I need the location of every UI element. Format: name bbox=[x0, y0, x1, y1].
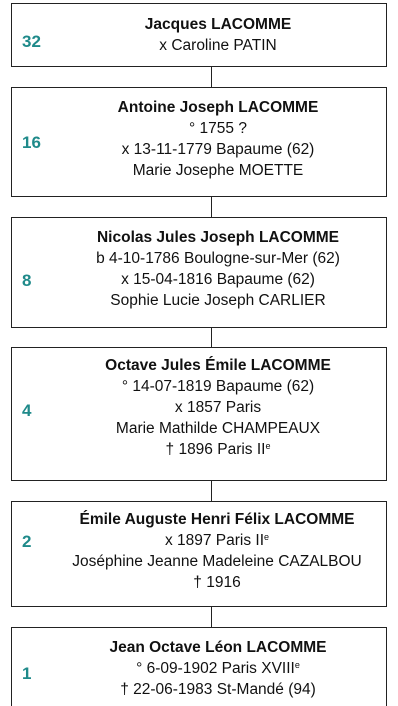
ancestor-name: Nicolas Jules Joseph LACOMME bbox=[96, 229, 340, 246]
death-line: † 1916 bbox=[193, 574, 241, 591]
spouse-line: Sophie Lucie Joseph CARLIER bbox=[110, 292, 326, 309]
ancestor-text bbox=[42, 227, 394, 311]
sosa-number: 2 bbox=[22, 532, 32, 551]
birth-line: ° 1755 ? bbox=[189, 120, 247, 137]
ancestor-text bbox=[40, 509, 394, 593]
marriage-line: x Caroline PATIN bbox=[159, 37, 277, 54]
connector-line bbox=[211, 327, 212, 348]
sosa-number: 32 bbox=[22, 32, 41, 51]
ancestor-name: Jean Octave Léon LACOMME bbox=[109, 639, 327, 656]
ancestor-text bbox=[42, 97, 394, 181]
birth-text: ° 6-09-1902 Paris XVIII bbox=[136, 660, 295, 677]
ancestor-name: Octave Jules Émile LACOMME bbox=[105, 357, 331, 374]
ancestor-name: Émile Auguste Henri Félix LACOMME bbox=[79, 511, 355, 528]
marriage-line: x 13-11-1779 Bapaume (62) bbox=[121, 141, 315, 158]
spouse-line: Marie Mathilde CHAMPEAUX bbox=[115, 420, 321, 437]
death-line bbox=[42, 439, 394, 460]
death-text: † 1896 Paris II bbox=[165, 441, 266, 458]
marriage-line: x 1857 Paris bbox=[174, 399, 262, 416]
sosa-number: 16 bbox=[22, 133, 41, 152]
ordinal-suffix: e bbox=[294, 660, 300, 670]
connector-line bbox=[211, 196, 212, 217]
ancestor-text bbox=[42, 637, 394, 700]
connector-line bbox=[211, 606, 212, 627]
sosa-number: 8 bbox=[22, 271, 32, 290]
ordinal-suffix: e bbox=[264, 532, 270, 542]
sosa-number: 4 bbox=[22, 401, 32, 420]
spouse-line: Marie Josephe MOETTE bbox=[132, 162, 304, 179]
death-line: † 22-06-1983 St-Mandé (94) bbox=[120, 681, 316, 698]
ancestor-name: Antoine Joseph LACOMME bbox=[117, 99, 319, 116]
marriage-line bbox=[40, 530, 394, 551]
ancestor-text bbox=[42, 355, 394, 460]
ancestor-name: Jacques LACOMME bbox=[144, 16, 292, 33]
baptism-line: b 4-10-1786 Boulogne-sur-Mer (62) bbox=[96, 250, 340, 267]
birth-line bbox=[42, 658, 394, 679]
marriage-text: x 1897 Paris II bbox=[164, 532, 265, 549]
sosa-number: 1 bbox=[22, 664, 32, 683]
connector-line bbox=[211, 480, 212, 501]
marriage-line: x 15-04-1816 Bapaume (62) bbox=[121, 271, 315, 288]
ordinal-suffix: e bbox=[265, 441, 271, 451]
birth-line: ° 14-07-1819 Bapaume (62) bbox=[121, 378, 315, 395]
connector-line bbox=[211, 66, 212, 87]
ancestor-text bbox=[42, 14, 394, 56]
spouse-line: Joséphine Jeanne Madeleine CAZALBOU bbox=[72, 553, 362, 570]
